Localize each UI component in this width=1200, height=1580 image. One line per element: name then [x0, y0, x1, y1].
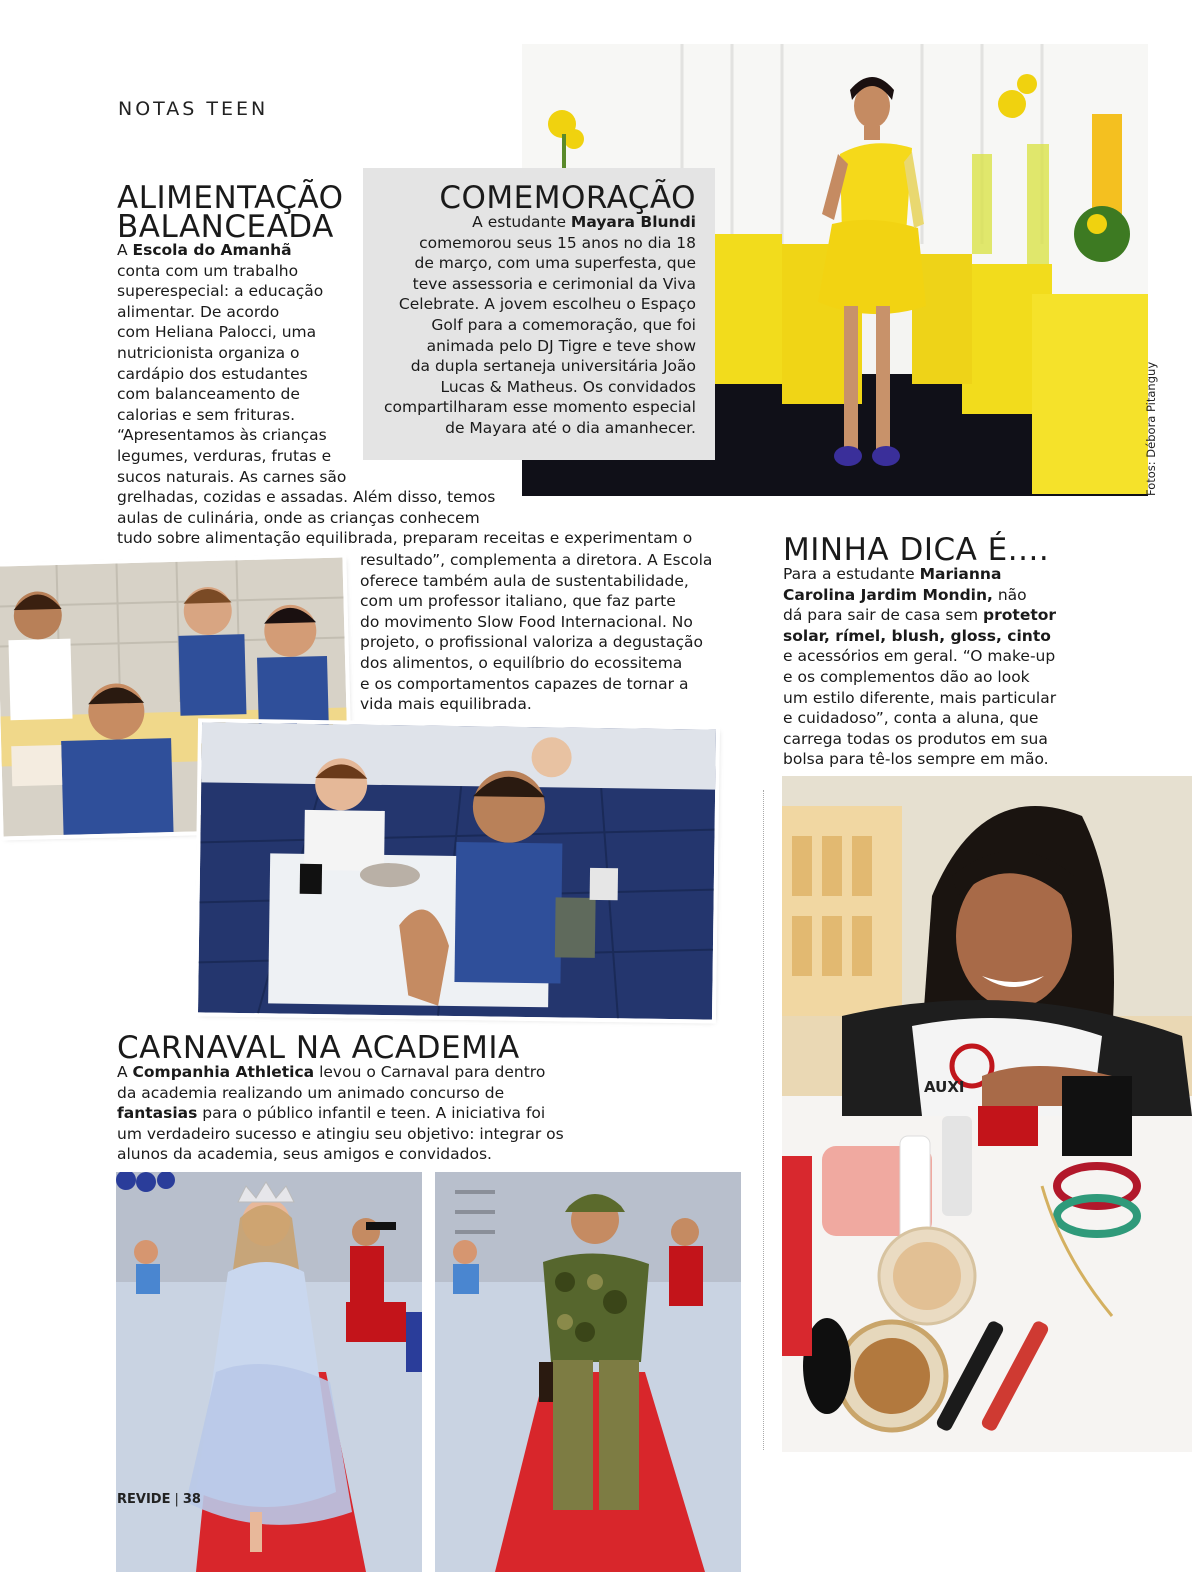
text-line: do movimento Slow Food Internacional. No: [360, 612, 693, 631]
text-line: Lucas & Matheus. Os convidados: [440, 377, 696, 396]
section-label: NOTAS TEEN: [118, 98, 269, 120]
text-line: Carolina Jardim Mondin, não: [783, 585, 1027, 604]
minha-dica-title: MINHA DICA É....: [783, 532, 1050, 568]
text-line: oferece também aula de sustentabilidade,: [360, 571, 689, 590]
text-line: grelhadas, cozidas e assadas. Além disso, temos: [117, 488, 496, 507]
text-line: legumes, verduras, frutas e: [117, 446, 332, 465]
text-line: comemorou seus 15 anos no dia 18: [419, 233, 696, 252]
text-line: com um professor italiano, que faz parte: [360, 592, 676, 611]
text-line: dos alimentos, o equilíbrio do ecossitema: [360, 653, 683, 672]
text-line: da academia realizando um animado concurso de: [117, 1083, 505, 1102]
text-line: um estilo diferente, mais particular: [783, 688, 1057, 707]
text-line: alimentar. De acordo: [117, 302, 280, 321]
text-line: com Heliana Palocci, uma: [117, 323, 317, 342]
text-line: aulas de culinária, onde as crianças conhecem: [117, 508, 480, 527]
alimentacao-text-continued: [360, 550, 720, 715]
text-line: calorias e sem frituras.: [117, 405, 296, 424]
text-line: vida mais equilibrada.: [360, 695, 532, 714]
text-line: teve assessoria e cerimonial da Viva: [412, 274, 696, 293]
carnaval-photo-princess: [116, 1172, 422, 1572]
page-folio: [117, 1492, 201, 1507]
school-photo-boy: [198, 722, 716, 1019]
text-line: cardápio dos estudantes: [117, 364, 308, 383]
page-number: 38: [182, 1492, 201, 1507]
text-line: de março, com uma superfesta, que: [414, 254, 696, 273]
alimentacao-title-line: BALANCEADA: [117, 209, 334, 245]
text-line: dá para sair de casa sem protetor: [783, 606, 1057, 625]
carnaval-title: CARNAVAL NA ACADEMIA: [117, 1030, 520, 1066]
text-line: solar, rímel, blush, gloss, cinto: [783, 626, 1051, 645]
text-line: nutricionista organiza o: [117, 343, 300, 362]
text-line: e os complementos dão ao look: [783, 667, 1030, 686]
text-line: com balanceamento de: [117, 385, 300, 404]
text-line: compartilharam esse momento especial: [383, 398, 696, 417]
text-line: tudo sobre alimentação equilibrada, preparam receitas e experimentam o: [117, 529, 693, 548]
text-line: animada pelo DJ Tigre e teve show: [426, 336, 696, 355]
text-line: da dupla sertaneja universitária João: [410, 357, 696, 376]
alimentacao-text: [117, 240, 717, 549]
text-line: sucos naturais. As carnes são: [117, 467, 347, 486]
carnaval-text: [117, 1062, 587, 1165]
minha-dica-text: [783, 564, 1083, 770]
text-line: “Apresentamos às crianças: [117, 426, 327, 445]
text-line: A estudante Mayara Blundi: [472, 213, 696, 231]
marianna-photo: [782, 776, 1192, 1452]
text-line: conta com um trabalho: [117, 261, 299, 280]
text-line: Celebrate. A jovem escolheu o Espaço: [398, 295, 696, 314]
text-line: fantasias para o público infantil e teen. A iniciativa foi: [117, 1104, 546, 1123]
text-line: carrega todas os produtos em sua: [783, 729, 1048, 748]
text-line: superespecial: a educação: [117, 282, 324, 301]
alimentacao-title-line: ALIMENTAÇÃO: [117, 180, 344, 216]
text-line: bolsa para tê-los sempre em mão.: [783, 750, 1049, 769]
photo-credit-text: Fotos: Débora Pitanguy: [1144, 361, 1158, 496]
text-line: e acessórios em geral. “O make-up: [783, 647, 1056, 666]
photo-credit: [1128, 352, 1158, 496]
magazine-name: REVIDE: [117, 1492, 171, 1507]
text-line: e os comportamentos capazes de tornar a: [360, 674, 689, 693]
text-line: Golf para a comemoração, que foi: [431, 315, 696, 334]
photo-badge: AUXI: [924, 1078, 965, 1096]
text-line: Para a estudante Marianna: [783, 565, 1002, 583]
text-line: A Escola do Amanhã: [117, 241, 292, 259]
text-line: resultado”, complementa a diretora. A Escola: [360, 551, 713, 569]
text-line: projeto, o profissional valoriza a degustação: [360, 633, 703, 652]
text-line: um verdadeiro sucesso e atingiu seu objetivo: integrar os: [117, 1124, 564, 1143]
column-divider: [763, 790, 765, 1450]
folio-separator: |: [174, 1492, 179, 1507]
text-line: A Companhia Athletica levou o Carnaval para dentro: [117, 1063, 546, 1081]
text-line: e cuidadoso”, conta a aluna, que: [783, 709, 1039, 728]
alimentacao-title: [117, 180, 344, 245]
comemoracao-title: COMEMORAÇÃO: [439, 180, 696, 216]
carnaval-photo-soldier: [435, 1172, 741, 1572]
text-line: de Mayara até o dia amanhecer.: [445, 418, 696, 437]
text-line: alunos da academia, seus amigos e convidados.: [117, 1145, 492, 1164]
